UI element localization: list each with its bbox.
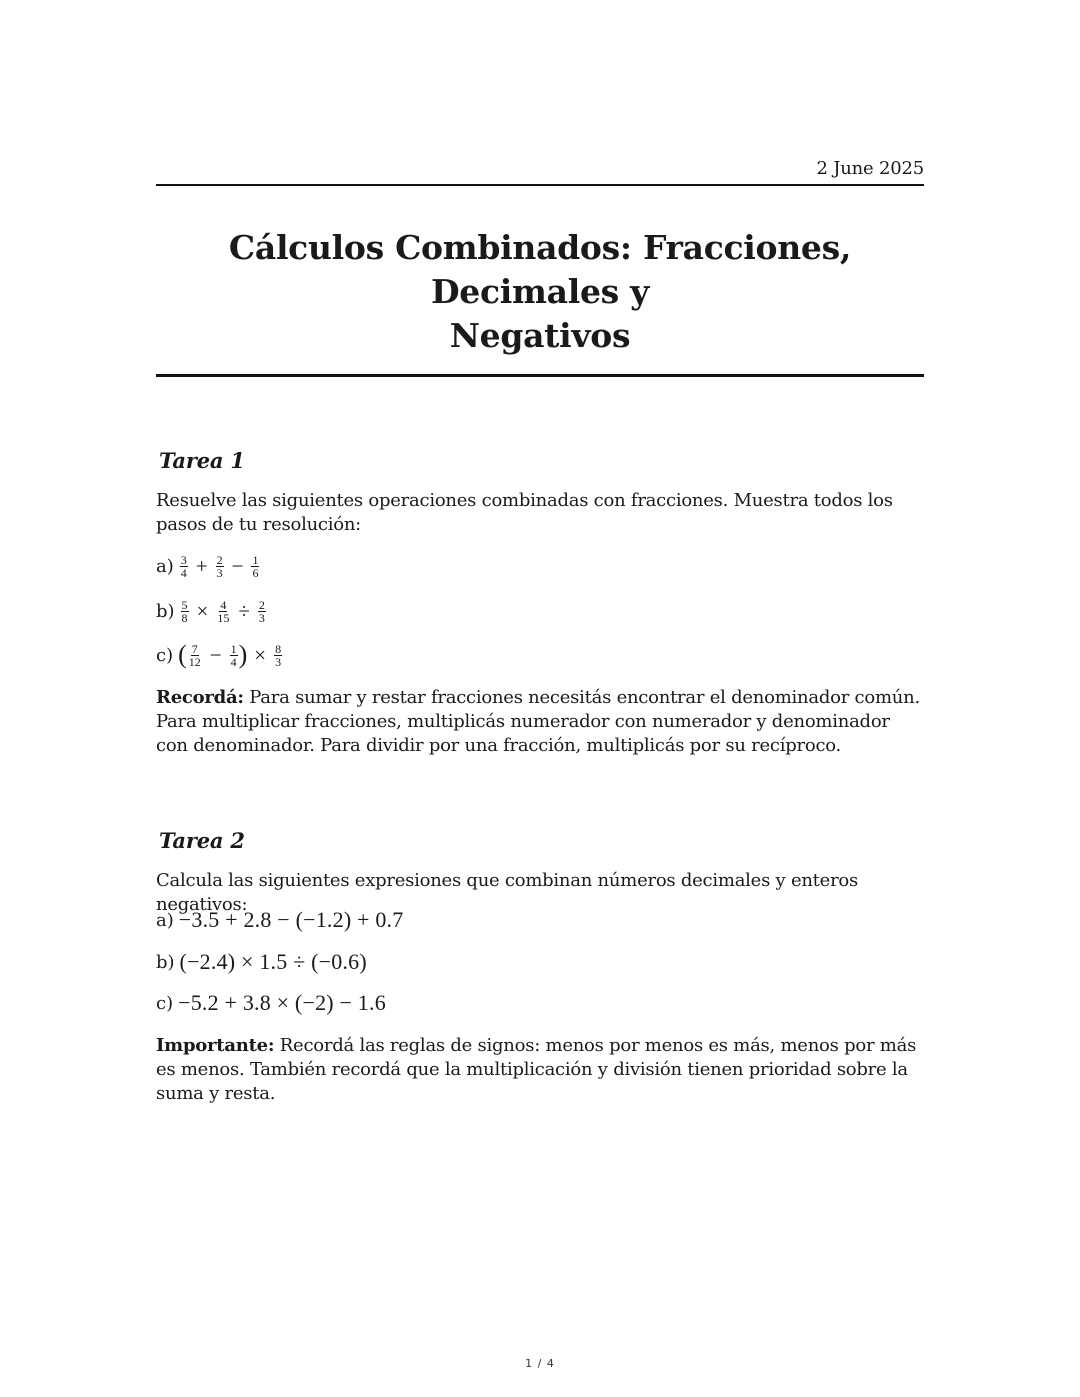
fraction: $\frac{2}{3}$ xyxy=(216,552,223,580)
fraction: $\frac{8}{3}$ xyxy=(275,641,282,669)
document-title xyxy=(140,226,940,358)
item-label: c) xyxy=(156,992,174,1014)
note-label: Recordá: xyxy=(156,687,244,708)
document-date: 2 June 2025 xyxy=(816,158,924,179)
title-line-1: Cálculos Combinados: Fracciones, Decimales y xyxy=(228,228,852,311)
item-label: b) xyxy=(156,951,175,973)
expression: (−2.4) × 1.5 ÷ (−0.6) xyxy=(179,949,367,974)
fraction: $\frac{1}{4}$ xyxy=(230,641,237,669)
item-label: a) xyxy=(156,909,174,931)
note-label: Importante: xyxy=(156,1035,275,1056)
task-2-note xyxy=(156,1034,926,1106)
task-1-item-a xyxy=(156,551,260,581)
fraction: $\frac{5}{8}$ xyxy=(181,597,188,625)
item-label: c) xyxy=(156,644,174,666)
expression: −3.5 + 2.8 − (−1.2) + 0.7 xyxy=(178,907,404,932)
fraction: $\frac{4}{15}$ xyxy=(217,597,230,625)
task-2-intro: Calcula las siguientes expresiones que combinan números decimales y enteros negativos: xyxy=(156,870,858,915)
fraction: $\frac{2}{3}$ xyxy=(258,597,265,625)
task-1-item-b xyxy=(156,596,267,626)
task-2-item-c xyxy=(156,988,386,1018)
task-2-item-a xyxy=(156,905,403,935)
page-number: 1 / 4 xyxy=(525,1357,555,1370)
operator: × xyxy=(196,598,209,623)
title-line-2: Negativos xyxy=(449,316,631,355)
item-label: b) xyxy=(156,600,175,622)
task-1-item-c xyxy=(156,640,283,670)
task-1-heading: Tarea 1 xyxy=(159,448,245,473)
open-paren: ( xyxy=(178,640,187,669)
fraction: $\frac{3}{4}$ xyxy=(180,552,187,580)
note-text: Recordá las reglas de signos: menos por menos es más, menos por más es menos. También recordá que la multiplicación y división tienen prioridad sobre la suma y resta. xyxy=(156,1035,917,1104)
close-paren: ) xyxy=(238,640,248,669)
expression: −5.2 + 3.8 × (−2) − 1.6 xyxy=(178,990,386,1015)
operator: ÷ xyxy=(238,598,250,623)
task-2-heading: Tarea 2 xyxy=(159,828,245,853)
fraction: $\frac{1}{6}$ xyxy=(252,552,259,580)
operator: − xyxy=(231,553,244,578)
item-label: a) xyxy=(156,555,174,577)
title-rule xyxy=(156,374,924,377)
note-text: Para sumar y restar fracciones necesitás encontrar el denominador común. Para multiplicar fracciones, multiplicás numerador con numerador y denominador con denominador. Para dividir por una fracción, multiplicás por su recíproco. xyxy=(156,687,920,756)
operator: − xyxy=(209,642,222,667)
task-2-item-b xyxy=(156,947,367,977)
operator: + xyxy=(195,553,208,578)
fraction: $\frac{7}{12}$ xyxy=(188,641,201,669)
header-rule xyxy=(156,184,924,186)
operator: × xyxy=(254,642,267,667)
task-1-intro: Resuelve las siguientes operaciones combinadas con fracciones. Muestra todos los pasos de tu resolución: xyxy=(156,490,893,535)
task-1-note xyxy=(156,686,926,758)
